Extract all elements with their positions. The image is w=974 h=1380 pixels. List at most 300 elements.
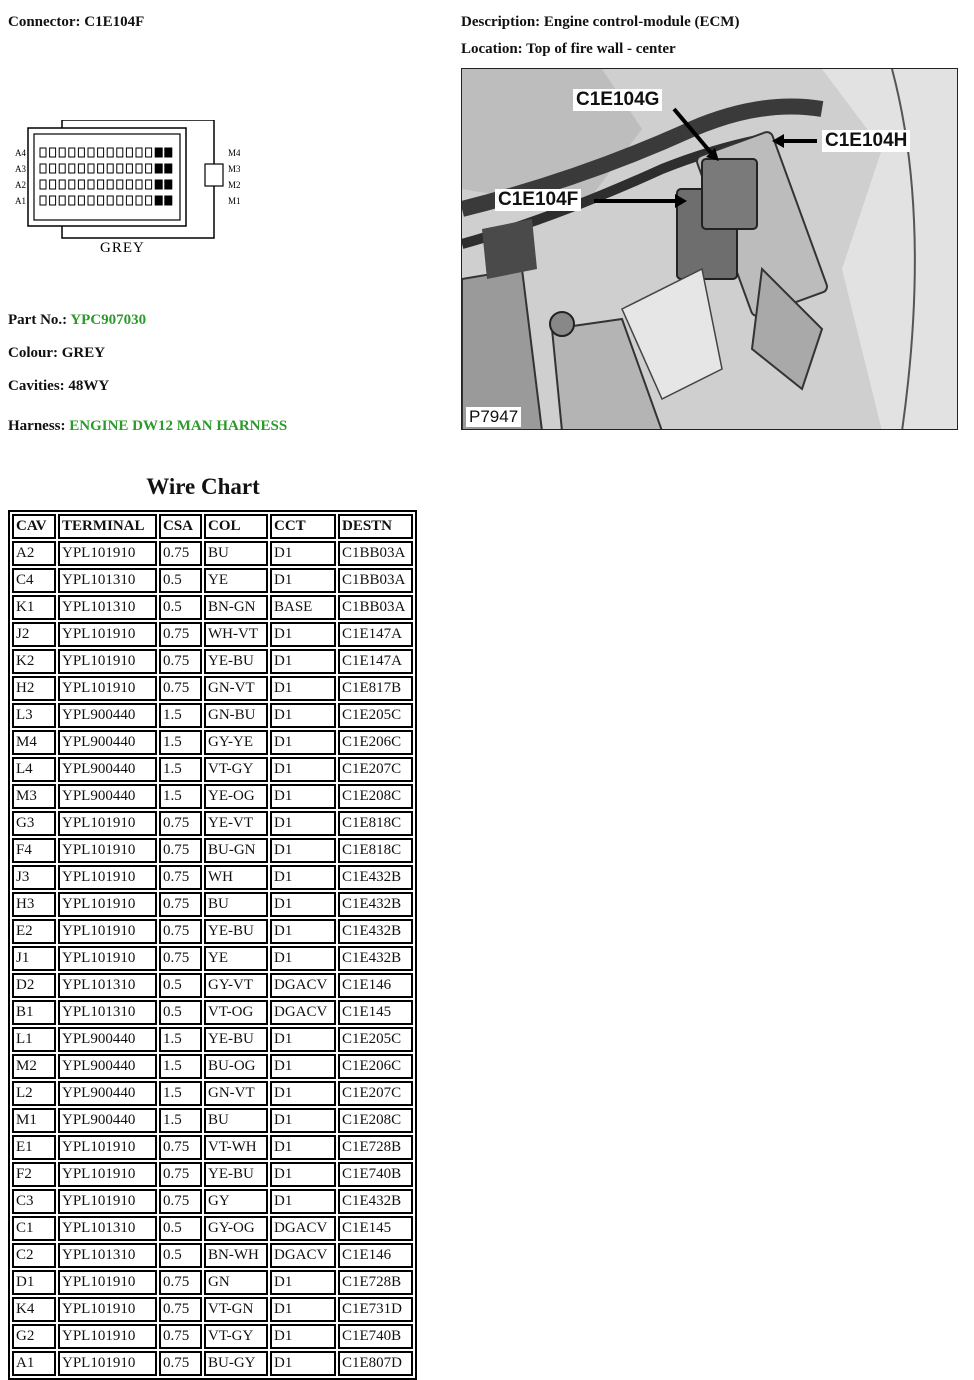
cell-csa: 1.5 bbox=[159, 1108, 202, 1133]
table-row bbox=[12, 1216, 413, 1241]
cell-col: YE-BU bbox=[204, 649, 268, 674]
cell-csa: 0.75 bbox=[159, 1135, 202, 1160]
cell-col: BU-GN bbox=[204, 838, 268, 863]
cell-cct: D1 bbox=[270, 1270, 336, 1295]
header-col: COL bbox=[204, 514, 268, 539]
cell-col: BU bbox=[204, 1108, 268, 1133]
cell-terminal: YPL101310 bbox=[58, 973, 157, 998]
cavity bbox=[155, 196, 162, 205]
part-no-label: Part No.: bbox=[8, 312, 71, 328]
table-row bbox=[12, 973, 413, 998]
cavity bbox=[136, 164, 142, 173]
cell-cct: D1 bbox=[270, 1324, 336, 1349]
cell-cav: K1 bbox=[12, 595, 56, 620]
cell-terminal: YPL101910 bbox=[58, 811, 157, 836]
cavity bbox=[126, 180, 132, 189]
table-row bbox=[12, 1027, 413, 1052]
cavity bbox=[98, 164, 104, 173]
part-no-link[interactable]: YPC907030 bbox=[70, 312, 147, 328]
cell-terminal: YPL900440 bbox=[58, 1027, 157, 1052]
cell-csa: 0.5 bbox=[159, 1216, 202, 1241]
cell-destn: C1E208C bbox=[338, 784, 413, 809]
right-pin-label-m2: M2 bbox=[228, 180, 240, 190]
colour-value: GREY bbox=[61, 345, 106, 361]
cell-cav: C4 bbox=[12, 568, 56, 593]
cell-col: VT-GY bbox=[204, 757, 268, 782]
description-line bbox=[461, 14, 739, 31]
harness-label: Harness: bbox=[8, 418, 70, 434]
cell-destn: C1E206C bbox=[338, 1054, 413, 1079]
cavity bbox=[165, 180, 172, 189]
cavity bbox=[155, 164, 162, 173]
cell-cav: G3 bbox=[12, 811, 56, 836]
table-row bbox=[12, 946, 413, 971]
cavity bbox=[59, 164, 65, 173]
cell-csa: 0.75 bbox=[159, 1270, 202, 1295]
cavity bbox=[126, 148, 132, 157]
header-cct: CCT bbox=[270, 514, 336, 539]
cell-destn: C1E731D bbox=[338, 1297, 413, 1322]
location-photo bbox=[461, 68, 958, 430]
cell-cct: D1 bbox=[270, 730, 336, 755]
header-terminal: TERMINAL bbox=[58, 514, 157, 539]
cell-csa: 0.5 bbox=[159, 1243, 202, 1268]
cell-csa: 0.5 bbox=[159, 595, 202, 620]
table-row bbox=[12, 1270, 413, 1295]
cavity bbox=[50, 164, 56, 173]
cell-col: VT-GY bbox=[204, 1324, 268, 1349]
cell-cct: D1 bbox=[270, 1081, 336, 1106]
cell-terminal: YPL101910 bbox=[58, 892, 157, 917]
table-row bbox=[12, 865, 413, 890]
table-row bbox=[12, 838, 413, 863]
cell-terminal: YPL101910 bbox=[58, 865, 157, 890]
cell-cct: D1 bbox=[270, 919, 336, 944]
cell-csa: 0.75 bbox=[159, 649, 202, 674]
cell-cct: D1 bbox=[270, 757, 336, 782]
cell-col: GY-VT bbox=[204, 973, 268, 998]
location-line bbox=[461, 41, 676, 58]
cell-cav: B1 bbox=[12, 1000, 56, 1025]
cell-csa: 0.75 bbox=[159, 1189, 202, 1214]
cavity bbox=[107, 196, 113, 205]
cell-destn: C1E147A bbox=[338, 622, 413, 647]
cavity bbox=[50, 148, 56, 157]
cavity bbox=[88, 196, 94, 205]
cell-col: YE bbox=[204, 946, 268, 971]
cell-csa: 0.75 bbox=[159, 1351, 202, 1376]
cell-cct: DGACV bbox=[270, 1243, 336, 1268]
cell-terminal: YPL101310 bbox=[58, 568, 157, 593]
cell-destn: C1E432B bbox=[338, 946, 413, 971]
table-row bbox=[12, 892, 413, 917]
cavity bbox=[146, 164, 152, 173]
cell-cav: H3 bbox=[12, 892, 56, 917]
cell-cav: E1 bbox=[12, 1135, 56, 1160]
cell-destn: C1E205C bbox=[338, 703, 413, 728]
cell-cav: C1 bbox=[12, 1216, 56, 1241]
cell-cav: A1 bbox=[12, 1351, 56, 1376]
cell-cct: D1 bbox=[270, 1297, 336, 1322]
table-row bbox=[12, 703, 413, 728]
cavity bbox=[98, 148, 104, 157]
cell-col: YE-VT bbox=[204, 811, 268, 836]
cell-destn: C1E432B bbox=[338, 1189, 413, 1214]
cavity bbox=[69, 148, 75, 157]
cell-cct: D1 bbox=[270, 865, 336, 890]
cell-csa: 0.75 bbox=[159, 541, 202, 566]
cell-cav: L2 bbox=[12, 1081, 56, 1106]
wire-chart-title: Wire Chart bbox=[146, 474, 260, 499]
cell-cav: A2 bbox=[12, 541, 56, 566]
cell-destn: C1E817B bbox=[338, 676, 413, 701]
cell-cav: C2 bbox=[12, 1243, 56, 1268]
header-cav: CAV bbox=[12, 514, 56, 539]
photo-id: P7947 bbox=[466, 407, 521, 427]
cavity bbox=[40, 164, 46, 173]
cell-col: VT-OG bbox=[204, 1000, 268, 1025]
table-row bbox=[12, 1108, 413, 1133]
right-pin-label-m3: M3 bbox=[228, 164, 240, 174]
cell-csa: 0.75 bbox=[159, 892, 202, 917]
cavity bbox=[146, 196, 152, 205]
cell-cav: L1 bbox=[12, 1027, 56, 1052]
cavity bbox=[146, 180, 152, 189]
cell-cct: D1 bbox=[270, 1135, 336, 1160]
cell-destn: C1E740B bbox=[338, 1162, 413, 1187]
cell-terminal: YPL101910 bbox=[58, 1324, 157, 1349]
cell-col: GN-VT bbox=[204, 1081, 268, 1106]
cavity bbox=[78, 164, 84, 173]
cell-col: YE-OG bbox=[204, 784, 268, 809]
cell-terminal: YPL101910 bbox=[58, 1351, 157, 1376]
cell-terminal: YPL900440 bbox=[58, 1108, 157, 1133]
connector-value: C1E104F bbox=[84, 14, 145, 30]
cavity bbox=[117, 196, 123, 205]
cavity bbox=[107, 148, 113, 157]
cavity bbox=[155, 148, 162, 157]
description-value: Engine control-module (ECM) bbox=[543, 14, 740, 30]
callout-c1e104g: C1E104G bbox=[573, 89, 662, 111]
cell-destn: C1E740B bbox=[338, 1324, 413, 1349]
harness-line bbox=[8, 418, 287, 435]
cell-cct: D1 bbox=[270, 838, 336, 863]
cell-cct: D1 bbox=[270, 1189, 336, 1214]
table-header-row bbox=[12, 514, 413, 539]
table-row bbox=[12, 1297, 413, 1322]
cavity bbox=[146, 148, 152, 157]
table-row bbox=[12, 1243, 413, 1268]
cell-cct: D1 bbox=[270, 1351, 336, 1376]
cell-destn: C1BB03A bbox=[338, 568, 413, 593]
cell-destn: C1E432B bbox=[338, 919, 413, 944]
cell-col: YE-BU bbox=[204, 919, 268, 944]
left-pin-label-a4: A4 bbox=[15, 148, 26, 158]
table-row bbox=[12, 1189, 413, 1214]
cell-cav: M2 bbox=[12, 1054, 56, 1079]
cell-col: GY-YE bbox=[204, 730, 268, 755]
cavity bbox=[69, 196, 75, 205]
cell-csa: 0.5 bbox=[159, 973, 202, 998]
cavities-line bbox=[8, 378, 109, 395]
cell-destn: C1E147A bbox=[338, 649, 413, 674]
cell-destn: C1E432B bbox=[338, 892, 413, 917]
table-row bbox=[12, 730, 413, 755]
cell-col: GN-BU bbox=[204, 703, 268, 728]
cell-cav: M4 bbox=[12, 730, 56, 755]
callout-c1e104h: C1E104H bbox=[822, 130, 910, 152]
table-row bbox=[12, 919, 413, 944]
cell-destn: C1E207C bbox=[338, 1081, 413, 1106]
cell-terminal: YPL101910 bbox=[58, 1297, 157, 1322]
cell-cav: L4 bbox=[12, 757, 56, 782]
cell-terminal: YPL900440 bbox=[58, 784, 157, 809]
cell-destn: C1E207C bbox=[338, 757, 413, 782]
description-label: Description: bbox=[461, 14, 544, 30]
cell-cct: D1 bbox=[270, 784, 336, 809]
table-row bbox=[12, 1162, 413, 1187]
cell-terminal: YPL900440 bbox=[58, 730, 157, 755]
cell-csa: 0.75 bbox=[159, 1324, 202, 1349]
cell-cct: D1 bbox=[270, 946, 336, 971]
cell-csa: 0.5 bbox=[159, 1000, 202, 1025]
cell-terminal: YPL101910 bbox=[58, 838, 157, 863]
cell-terminal: YPL101310 bbox=[58, 1243, 157, 1268]
cavity bbox=[165, 196, 172, 205]
cavity bbox=[117, 148, 123, 157]
cell-destn: C1BB03A bbox=[338, 541, 413, 566]
cavity bbox=[69, 164, 75, 173]
cell-destn: C1E818C bbox=[338, 838, 413, 863]
cavity bbox=[165, 164, 172, 173]
cell-col: WH bbox=[204, 865, 268, 890]
cell-cct: D1 bbox=[270, 1027, 336, 1052]
cavity bbox=[78, 148, 84, 157]
cell-destn: C1E728B bbox=[338, 1135, 413, 1160]
cell-destn: C1E208C bbox=[338, 1108, 413, 1133]
cell-csa: 0.75 bbox=[159, 1297, 202, 1322]
cell-col: GN bbox=[204, 1270, 268, 1295]
cell-csa: 1.5 bbox=[159, 757, 202, 782]
cell-destn: C1BB03A bbox=[338, 595, 413, 620]
cell-col: YE-BU bbox=[204, 1162, 268, 1187]
cell-col: VT-GN bbox=[204, 1297, 268, 1322]
cell-terminal: YPL101310 bbox=[58, 1000, 157, 1025]
cell-cct: DGACV bbox=[270, 1000, 336, 1025]
table-row bbox=[12, 1054, 413, 1079]
table-row bbox=[12, 676, 413, 701]
cell-cct: D1 bbox=[270, 1162, 336, 1187]
cavity bbox=[59, 196, 65, 205]
wire-chart-body bbox=[12, 541, 413, 1376]
part-no-line bbox=[8, 312, 146, 329]
location-value: Top of fire wall - center bbox=[526, 41, 676, 57]
cell-cav: D2 bbox=[12, 973, 56, 998]
cell-terminal: YPL900440 bbox=[58, 1081, 157, 1106]
cavity bbox=[136, 148, 142, 157]
cavity bbox=[59, 148, 65, 157]
right-pin-label-m1: M1 bbox=[228, 196, 240, 206]
cavity bbox=[78, 196, 84, 205]
cell-cct: D1 bbox=[270, 1054, 336, 1079]
table-row bbox=[12, 622, 413, 647]
left-pin-label-a3: A3 bbox=[15, 164, 26, 174]
cell-csa: 0.75 bbox=[159, 919, 202, 944]
cell-cav: G2 bbox=[12, 1324, 56, 1349]
left-pin-label-a1: A1 bbox=[15, 196, 26, 206]
cavity bbox=[50, 180, 56, 189]
cavity bbox=[78, 180, 84, 189]
header-destn: DESTN bbox=[338, 514, 413, 539]
cell-cct: D1 bbox=[270, 1108, 336, 1133]
cell-cav: E2 bbox=[12, 919, 56, 944]
cell-cav: M1 bbox=[12, 1108, 56, 1133]
cell-cct: D1 bbox=[270, 703, 336, 728]
callout-c1e104f: C1E104F bbox=[495, 189, 581, 211]
cell-col: BN-WH bbox=[204, 1243, 268, 1268]
connector-diagram bbox=[10, 120, 240, 260]
cell-cav: J1 bbox=[12, 946, 56, 971]
cell-cav: J2 bbox=[12, 622, 56, 647]
cell-terminal: YPL900440 bbox=[58, 703, 157, 728]
cell-col: GY bbox=[204, 1189, 268, 1214]
cell-cct: DGACV bbox=[270, 1216, 336, 1241]
cell-cav: F2 bbox=[12, 1162, 56, 1187]
cell-col: BU bbox=[204, 541, 268, 566]
cavity bbox=[165, 148, 172, 157]
cell-csa: 1.5 bbox=[159, 703, 202, 728]
cavities-value: 48WY bbox=[68, 378, 110, 394]
cell-csa: 1.5 bbox=[159, 730, 202, 755]
table-row bbox=[12, 784, 413, 809]
cell-csa: 1.5 bbox=[159, 1054, 202, 1079]
cavity bbox=[59, 180, 65, 189]
colour-label: Colour: bbox=[8, 345, 62, 361]
cell-cct: D1 bbox=[270, 541, 336, 566]
cell-destn: C1E146 bbox=[338, 1243, 413, 1268]
cell-cav: D1 bbox=[12, 1270, 56, 1295]
cavity bbox=[98, 196, 104, 205]
cavity bbox=[107, 164, 113, 173]
cell-destn: C1E818C bbox=[338, 811, 413, 836]
cell-csa: 0.75 bbox=[159, 811, 202, 836]
cell-csa: 0.75 bbox=[159, 676, 202, 701]
cavity bbox=[40, 180, 46, 189]
cell-csa: 0.75 bbox=[159, 838, 202, 863]
cavity bbox=[136, 180, 142, 189]
harness-link[interactable]: ENGINE DW12 MAN HARNESS bbox=[69, 418, 288, 434]
cell-terminal: YPL900440 bbox=[58, 1054, 157, 1079]
table-row bbox=[12, 1135, 413, 1160]
table-row bbox=[12, 811, 413, 836]
cell-cav: C3 bbox=[12, 1189, 56, 1214]
cell-csa: 0.75 bbox=[159, 622, 202, 647]
cell-col: WH-VT bbox=[204, 622, 268, 647]
cavity bbox=[69, 180, 75, 189]
cell-cct: D1 bbox=[270, 676, 336, 701]
table-row bbox=[12, 1081, 413, 1106]
cell-terminal: YPL900440 bbox=[58, 757, 157, 782]
cell-terminal: YPL101310 bbox=[58, 1216, 157, 1241]
cell-csa: 0.75 bbox=[159, 946, 202, 971]
cavity bbox=[117, 180, 123, 189]
cell-terminal: YPL101910 bbox=[58, 1270, 157, 1295]
cell-terminal: YPL101910 bbox=[58, 946, 157, 971]
cavity bbox=[117, 164, 123, 173]
cell-csa: 1.5 bbox=[159, 1081, 202, 1106]
colour-line bbox=[8, 345, 105, 362]
cell-destn: C1E807D bbox=[338, 1351, 413, 1376]
cell-destn: C1E432B bbox=[338, 865, 413, 890]
cavity bbox=[88, 180, 94, 189]
right-pin-label-m4: M4 bbox=[228, 148, 240, 158]
cell-cav: K4 bbox=[12, 1297, 56, 1322]
cell-col: BU bbox=[204, 892, 268, 917]
cavity bbox=[98, 180, 104, 189]
cell-csa: 0.75 bbox=[159, 865, 202, 890]
cell-col: YE-BU bbox=[204, 1027, 268, 1052]
engine-bay-illustration bbox=[462, 69, 958, 430]
cavity bbox=[88, 148, 94, 157]
cell-terminal: YPL101910 bbox=[58, 622, 157, 647]
cell-csa: 0.5 bbox=[159, 568, 202, 593]
location-label: Location: bbox=[461, 41, 527, 57]
cell-terminal: YPL101910 bbox=[58, 1162, 157, 1187]
cell-terminal: YPL101910 bbox=[58, 1189, 157, 1214]
cell-cct: D1 bbox=[270, 568, 336, 593]
cell-csa: 1.5 bbox=[159, 1027, 202, 1052]
cell-col: BU-GY bbox=[204, 1351, 268, 1376]
table-row bbox=[12, 1324, 413, 1349]
header-csa: CSA bbox=[159, 514, 202, 539]
cavity bbox=[126, 196, 132, 205]
table-row bbox=[12, 757, 413, 782]
connector-label: Connector: bbox=[8, 14, 85, 30]
connector-line bbox=[8, 14, 144, 31]
cell-destn: C1E146 bbox=[338, 973, 413, 998]
cell-cav: K2 bbox=[12, 649, 56, 674]
cell-cav: H2 bbox=[12, 676, 56, 701]
table-row bbox=[12, 541, 413, 566]
cell-cct: D1 bbox=[270, 622, 336, 647]
cell-cav: F4 bbox=[12, 838, 56, 863]
cavity bbox=[136, 196, 142, 205]
cavity bbox=[155, 180, 162, 189]
cell-col: BU-OG bbox=[204, 1054, 268, 1079]
table-row bbox=[12, 1351, 413, 1376]
cell-cct: D1 bbox=[270, 649, 336, 674]
cell-destn: C1E145 bbox=[338, 1216, 413, 1241]
diagram-colour-label: GREY bbox=[100, 240, 145, 256]
cell-csa: 0.75 bbox=[159, 1162, 202, 1187]
cell-terminal: YPL101310 bbox=[58, 595, 157, 620]
wire-chart-table bbox=[8, 510, 417, 1380]
cell-col: YE bbox=[204, 568, 268, 593]
cell-cct: D1 bbox=[270, 811, 336, 836]
cell-cav: M3 bbox=[12, 784, 56, 809]
cavity bbox=[40, 148, 46, 157]
cell-csa: 1.5 bbox=[159, 784, 202, 809]
cell-cav: J3 bbox=[12, 865, 56, 890]
table-row bbox=[12, 595, 413, 620]
table-row bbox=[12, 568, 413, 593]
cell-col: BN-GN bbox=[204, 595, 268, 620]
cell-terminal: YPL101910 bbox=[58, 1135, 157, 1160]
cell-terminal: YPL101910 bbox=[58, 919, 157, 944]
left-pin-label-a2: A2 bbox=[15, 180, 26, 190]
cell-cct: BASE bbox=[270, 595, 336, 620]
cell-destn: C1E206C bbox=[338, 730, 413, 755]
